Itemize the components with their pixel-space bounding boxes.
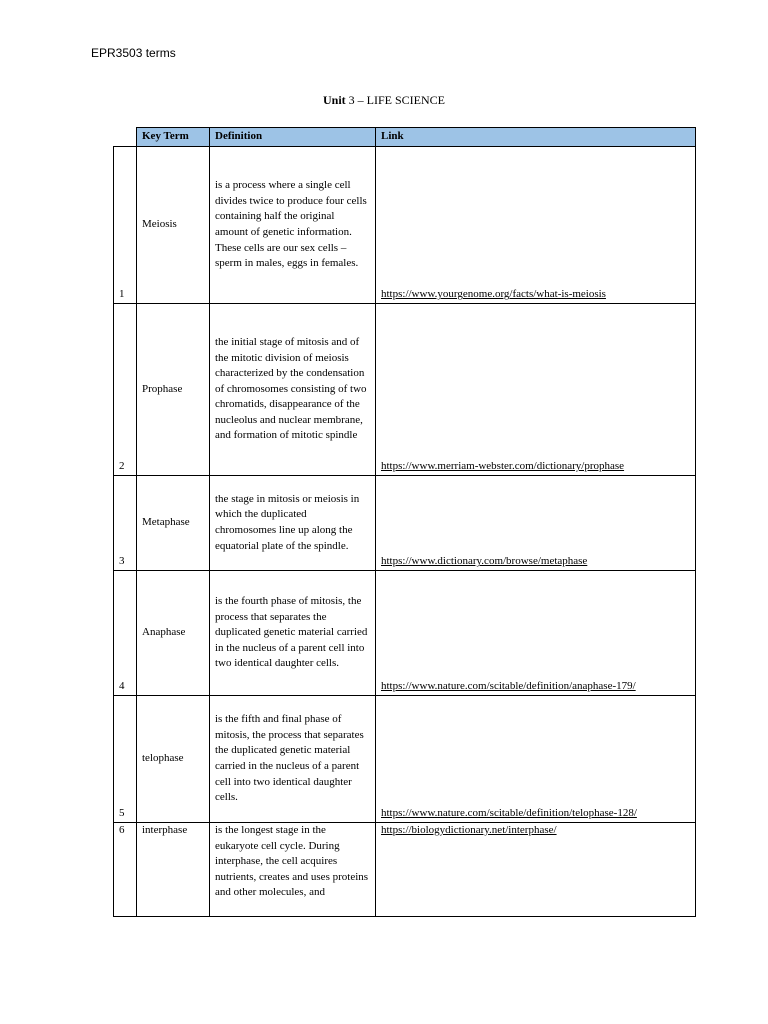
link-cell [376,304,696,476]
link-cell [376,571,696,696]
table-row [114,571,696,696]
table-header-row [114,128,696,147]
reference-link[interactable]: https://www.dictionary.com/browse/metaphase [381,555,588,568]
key-term: Metaphase [137,476,210,571]
link-cell [376,696,696,823]
row-number: 6 [114,823,137,917]
key-term: interphase [137,823,210,917]
document-label: EPR3503 terms [91,46,176,60]
key-term: Anaphase [137,571,210,696]
link-cell [376,476,696,571]
definition: the initial stage of mitosis and of the mitotic division of meiosis characterized by the condensation of chromosomes consisting of two chromatids, disappearance of the nucleolus and nuclear membrane, and formation of mitotic spindle [210,304,376,476]
row-number: 1 [114,147,137,304]
unit-title-rest: 3 – LIFE SCIENCE [345,93,445,107]
table-row [114,147,696,304]
row-number: 5 [114,696,137,823]
reference-link[interactable]: https://www.merriam-webster.com/dictionary/prophase [381,460,625,473]
key-term: telophase [137,696,210,823]
header-link: Link [376,128,696,147]
table-row [114,696,696,823]
row-number: 3 [114,476,137,571]
key-term: Prophase [137,304,210,476]
header-blank-cell [114,128,137,147]
definition: is a process where a single cell divides twice to produce four cells containing half the original amount of genetic information. These cells are our sex cells – sperm in males, eggs in females. [210,147,376,304]
definition: is the fifth and final phase of mitosis, the process that separates the duplicated genetic material carried in the nucleus of a parent cell into two identical daughter cells. [210,696,376,823]
reference-link[interactable]: https://www.nature.com/scitable/definition/telophase-128/ [381,807,637,820]
row-number: 2 [114,304,137,476]
unit-title-bold: Unit [322,93,346,107]
table-row [114,823,696,917]
table-row [114,304,696,476]
header-definition: Definition [210,128,376,147]
definition: the stage in mitosis or meiosis in which the duplicated chromosomes line up along the equatorial plate of the spindle. [210,476,376,571]
table-row [114,476,696,571]
link-cell [376,147,696,304]
reference-link[interactable]: https://www.yourgenome.org/facts/what-is-meiosis [381,288,606,301]
key-term: Meiosis [137,147,210,304]
row-number: 4 [114,571,137,696]
link-cell [376,823,696,917]
terms-table [113,127,696,917]
header-key-term: Key Term [137,128,210,147]
definition: is the fourth phase of mitosis, the process that separates the duplicated genetic material carried in the nucleus of a parent cell into two identical daughter cells. [210,571,376,696]
page-title [0,93,768,108]
reference-link[interactable]: https://www.nature.com/scitable/definition/anaphase-179/ [381,680,636,693]
reference-link[interactable]: https://biologydictionary.net/interphase/ [381,824,557,836]
definition: is the longest stage in the eukaryote cell cycle. During interphase, the cell acquires nutrients, creates and uses proteins and other molecules, and [210,823,376,917]
